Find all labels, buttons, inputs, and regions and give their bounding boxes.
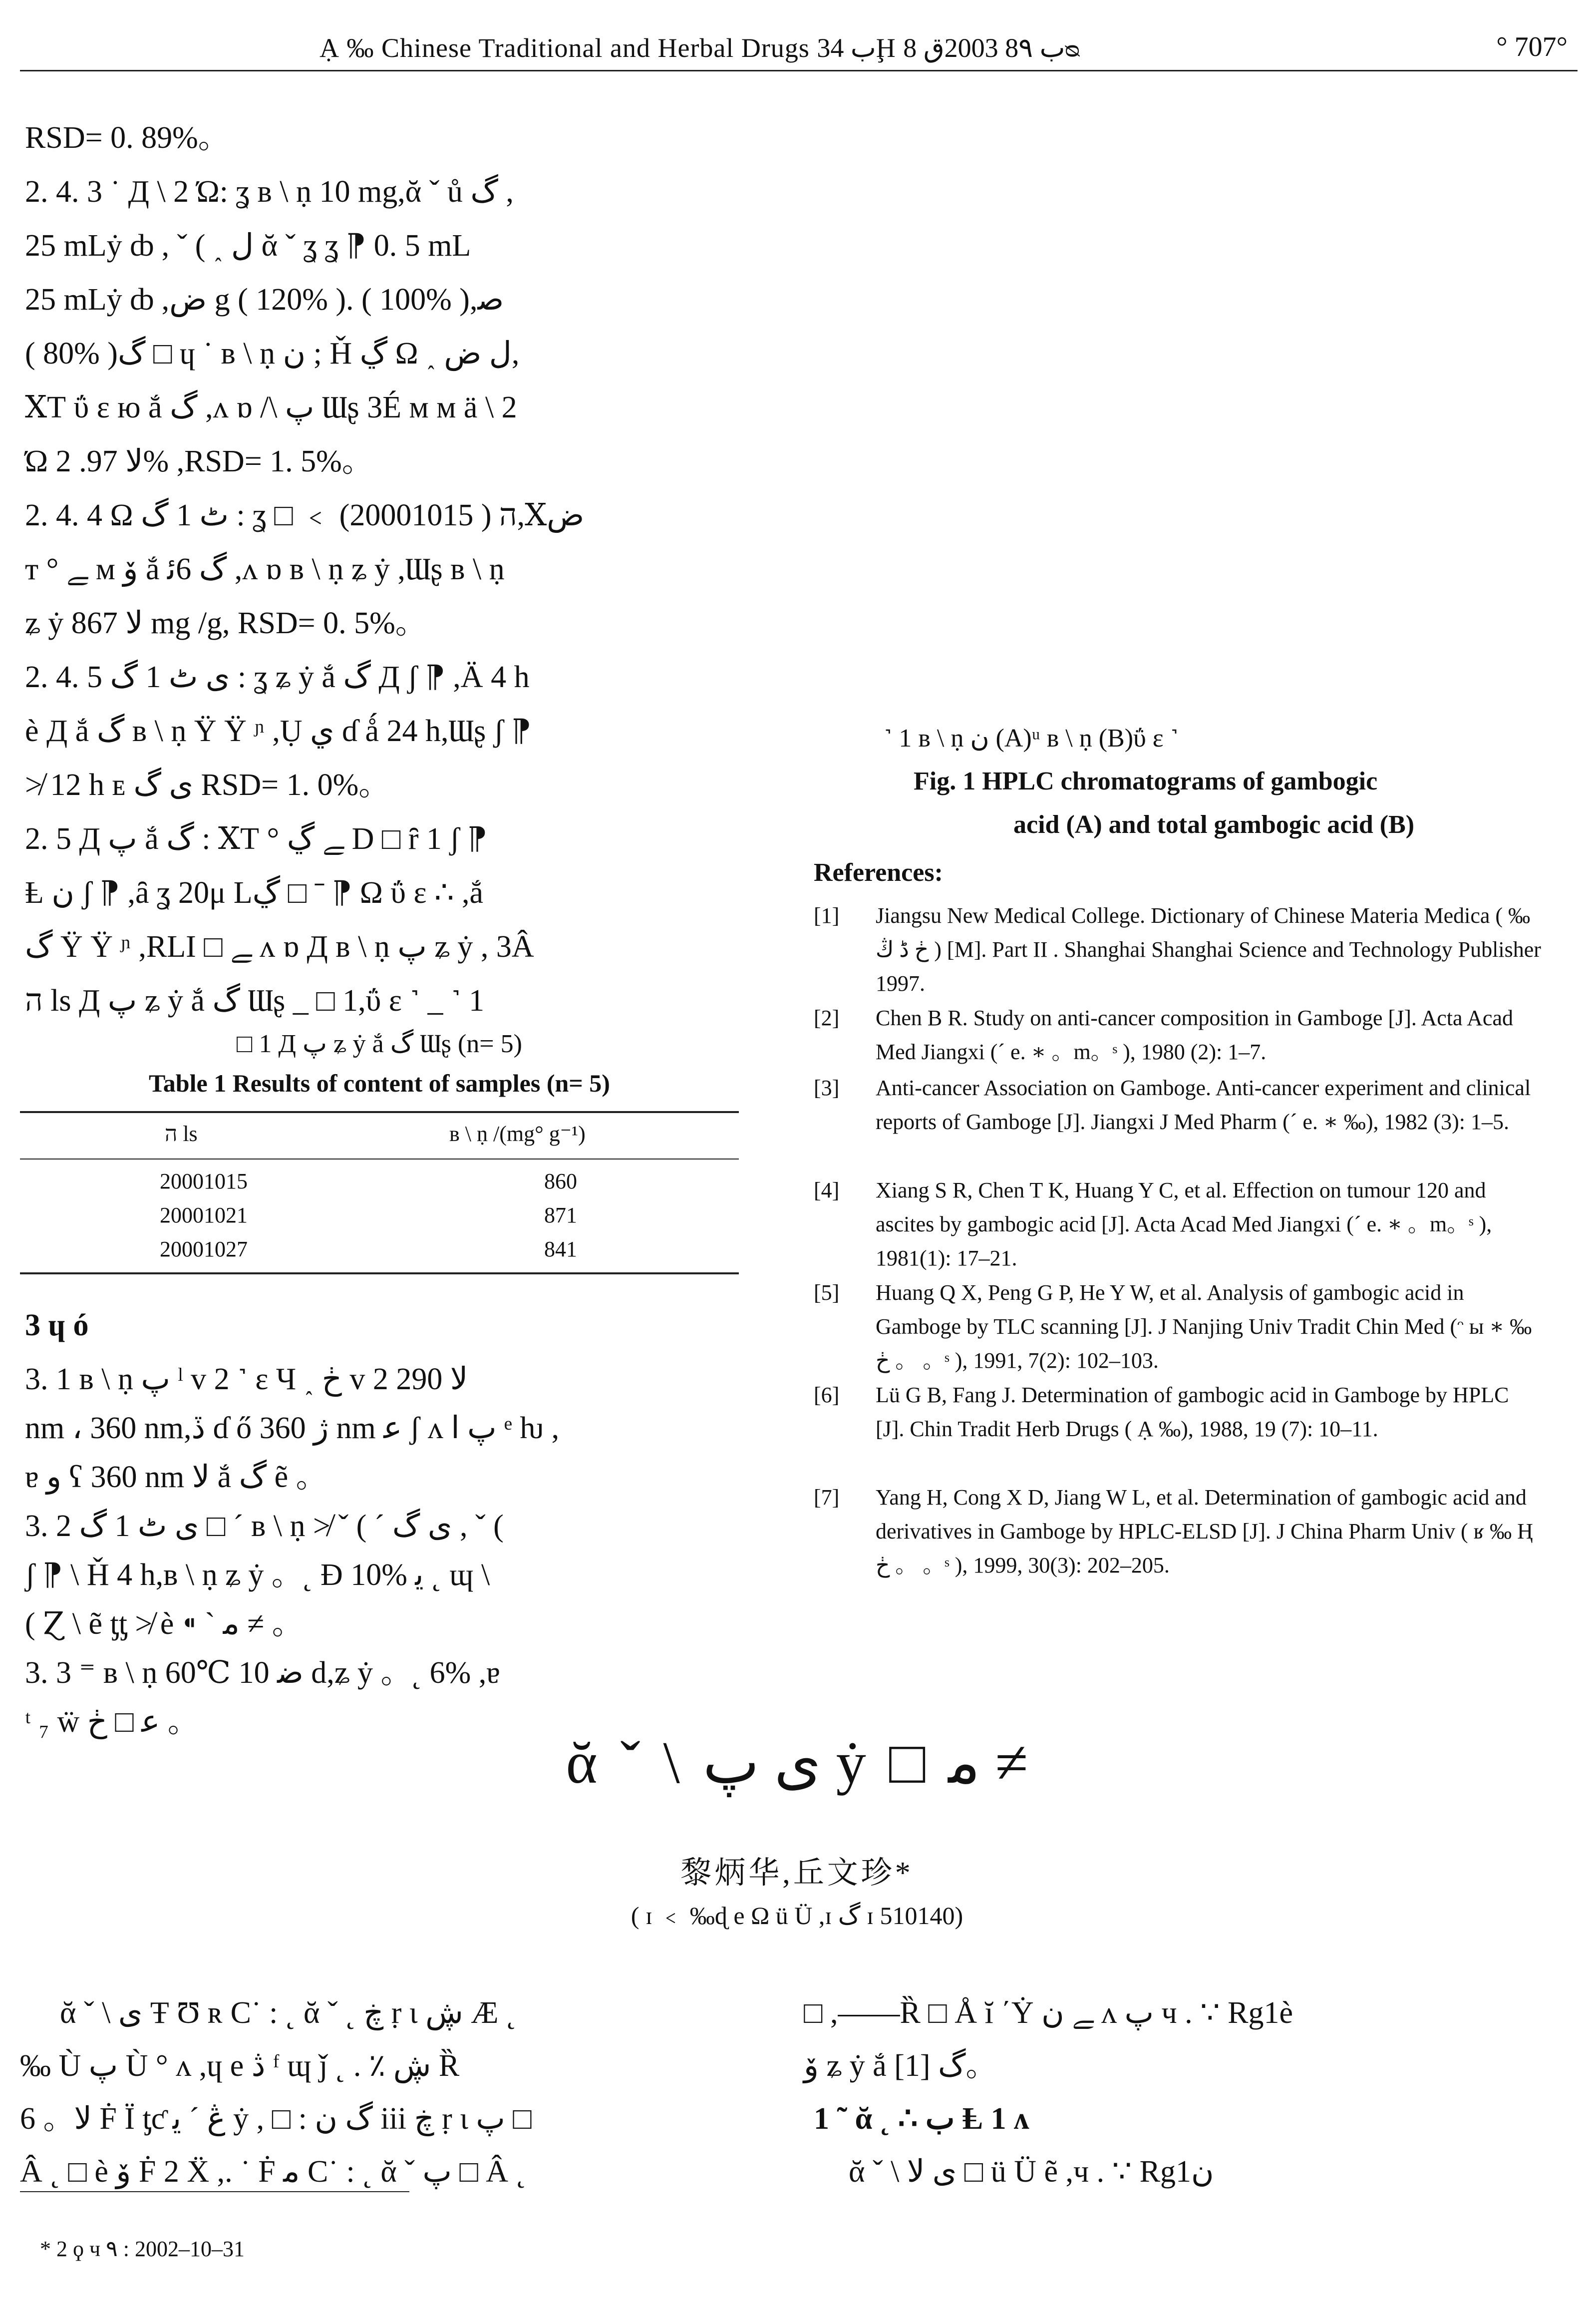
reference-text: Jiangsu New Medical College. Dictionary of Chinese Materia Medica ( ‰ ڂ ڈ ڭ ) [M]. Part II . Shanghai Shanghai Science and Technology Publisher 1997. (876, 903, 1541, 996)
body-line: 3. 2 ی ٹ 1 گ □ ˊ в \ ṇ ≯ ˇ ( ˊ ی گ , ˇ ( (25, 1509, 504, 1543)
body-line: ( Ɀ \ ẽ ƫƫ ≯ è ⁌ ˋ ﻣ ≠ 。 (25, 1607, 303, 1641)
reference-item (814, 1071, 1543, 1139)
table-caption-cn: □ 1 Д پ ʑ ẏ ắ گ Ɯʂ (n= 5) (237, 1030, 522, 1058)
article-authors: 黎炳华,丘文珍* (680, 1856, 914, 1890)
body-line: Ώ ﻻ 97. 2% ,RSD= 1. 5%。 (25, 444, 373, 478)
body-line: 3. 1 в \ ṇ پ ˡ v 2 ˺ ɛ Ч ˰ ڂ v 2 ﻻ 290 (25, 1362, 468, 1396)
reference-number: [3] (814, 1076, 840, 1100)
body-line: ʑ ẏ ﻻ 867 mg /g, RSD= 0. 5%。 (25, 606, 426, 640)
body-line: ⅩТ ΰ ɛ ю ắ گ ,ᴧ ɒ /\ پ Ɯʂ 3É ᴍ ᴍ ä \ 2 (25, 390, 517, 424)
reference-text: Xiang S R, Chen T K, Huang Y C, et al. Effection on tumour 120 and ascites by gambogic acid [J]. Acta Acad Med Jiangxi (ˊ e. ∗ 。m。ˢ ), 1981(1): 17–21. (876, 1178, 1492, 1270)
reference-text: Huang Q X, Peng G P, He Y W, et al. Analysis of gambogic acid in Gamboge by TLC scanning [J]. J Nanjing Univ Tradit Chin Med (ᵔ ы ∗ ‰ ڂ 。 。ˢ ), 1991, 7(2): 102–103. (876, 1280, 1532, 1373)
table-cell-lot: 20001015 (160, 1169, 248, 1193)
table-top-rule (20, 1111, 739, 1113)
reference-text: Chen B R. Study on anti-cancer composition in Gamboge [J]. Acta Acad Med Jiangxi (ˊ e. ∗ 。m。ˢ ), 1980 (2): 1–7. (876, 1006, 1513, 1064)
chromatogram-figure (819, 90, 1558, 699)
table-mid-rule (20, 1159, 739, 1160)
body-line: т ° ﮯ ᴍ ۆ ắ گ 6ﺋ ,ᴧ ɒ в \ ṇ ʑ ẏ ,Ɯʂ в \ ṇ (25, 552, 505, 586)
body-line: 6 。ﻻ Ḟ Ï ƫƈ ڠ ˊ ﻳ ẏ , □ : گ ن iii ڿ ṛ ɩ پ □ (20, 2102, 532, 2136)
body-line: 3. 3 ⁼ в \ ṇ 60℃ ﺿ 10 d,ʑ ẏ 。˛ 6% ,ɐ (25, 1656, 500, 1690)
references-heading: References: (814, 858, 943, 887)
table-cell-lot: 20001027 (160, 1237, 248, 1261)
table-header-lot: ﬣ ls (165, 1122, 198, 1146)
article-title: ᾰ ˇ \ ی پ ẏ □ ﻣ ≠ (566, 1729, 1028, 1796)
body-line: 2. 4. 3 ˙ Д \ 2 Ώ: ʓ в \ ṇ 10 mg,ᾰ ˇ ů گ , (25, 175, 514, 209)
table-cell-value: 841 (544, 1237, 577, 1261)
reference-item (814, 1173, 1543, 1275)
page-number: ° 707° (1496, 31, 1568, 62)
table-header-content: в \ ṇ /(mg° g⁻¹) (449, 1122, 586, 1146)
body-line: ≯ 12 h ᴇ ی گ RSD= 1. 0%。 (25, 768, 390, 802)
body-line: ( 80% )گ □ ɥ ˙ в \ ṇ ن ; Ȟ ڲ Ω ˰ ل ض, (25, 337, 520, 371)
body-line: 25 mLẏ ȸ , ˇ ( ˰ ل ᾰ ˇ ʓ ʓ ⁋ 0. 5 mL (25, 229, 471, 263)
body-line: Ⱡ ن ʃ ⁋ ,ȃ ʓ 20μ Lڲ □ ˉ ⁋ Ω ΰ ɛ ∴ ,ắ (25, 876, 483, 910)
figure-caption-en-line1: Fig. 1 HPLC chromatograms of gambogic (914, 767, 1378, 795)
table-cell-value: 860 (544, 1169, 577, 1193)
body-line: 1 ˜ ᾰ ˛ ∴ ب Ⱡ 1 ᴧ (814, 2102, 1029, 2136)
running-header (20, 25, 1578, 71)
reference-text: Lü G B, Fang J. Determination of gambogic acid in Gamboge by HPLC [J]. Chin Tradit Herb Drugs ( Ạ ‰), 1988, 19 (7): 10–11. (876, 1383, 1509, 1441)
reference-number: [6] (814, 1383, 840, 1407)
body-line: ۆ ʑ ẏ ắ گ [1]。 (804, 2049, 997, 2083)
body-line: è Д ắ گ в \ ṇ Ÿ Ÿ ᶮ ,Ụ ي ɗ ǻ 24 h,Ɯʂ ʃ ⁋ (25, 714, 532, 748)
table-cell-value: 871 (544, 1203, 577, 1227)
body-line: 2. 4. 5 ی ٹ 1 گ : ʓ ʑ ẏ ắ گ Д ʃ ⁋ ,Ä 4 h (25, 660, 530, 694)
body-line: 2. 4. 4 Ω ٹ 1 گ : ʓ □ ﹤ ﬣ ( 20001015),Ⅹض (25, 498, 585, 532)
body-line: ﬣ ls Д پ ʑ ẏ ắ گ Ɯʂ _ □ 1,ΰ ɛ ˺ _ ˺ 1 (25, 984, 485, 1018)
body-line: □ ,——Ȑ □ Å ĭ ΄Ẏ ﮯ ن ᴧ پ ч . ∵ Rg1è (804, 1996, 1293, 2030)
body-line: RSD= 0. 89%。 (25, 121, 229, 155)
reference-number: [7] (814, 1485, 840, 1510)
article-affiliation: ( ɪ ﹤ ‰ɖ e Ω ü Ü ,ɪ گ ɪ 510140) (631, 1902, 963, 1930)
body-line: ᾰ ˇ \ ی Ŧ Ʊ ʀ C˙ : ˛ ᾰ ˇ ˛ ڿ ṛ ɩ ڜ Æ ˛ (60, 1996, 517, 2030)
body-line: ɐ ﻭ ʕ 360 nm ﻻ ắ گ ẽ 。 (25, 1460, 327, 1494)
reference-number: [5] (814, 1280, 840, 1305)
footnote-rule (20, 2191, 409, 2192)
reference-number: [2] (814, 1006, 840, 1030)
reference-item (814, 1276, 1543, 1378)
section-heading: 3 ɥ ó (25, 1308, 89, 1342)
body-line: ᾰ ˇ \ ی ﻻ □ ü Ü ẽ ,ч . ∵ Rg1ن (849, 2155, 1214, 2189)
reference-item (814, 899, 1543, 1001)
reference-number: [1] (814, 903, 840, 928)
body-line: ʃ ⁋ \ Ȟ 4 h,в \ ṇ ʑ ẏ 。˛ Ð 10% ﻳ ˛ ɰ \ (25, 1558, 490, 1592)
body-line: Â ˛ □ è ۆ Ḟ 2 Ẍ ,. ˙ Ḟ ﻣ C˙ : ˛ ᾰ ˇ پ □ Â ˛ (20, 2155, 527, 2189)
table-cell-lot: 20001021 (160, 1203, 248, 1227)
body-line: گ Ÿ Ÿ ᶮ ,RLI □ ﮯ ᴧ ɒ Д в \ ṇ پ ʑ ẏ , 3Â (25, 930, 534, 964)
body-line: ᵗ ₇ ẅ ﻋ □ ڂ 。 (25, 1705, 199, 1739)
body-line: 25 mLẏ ȸ ,ض g ( 120% ). ( 100% ),ﺻ (25, 283, 504, 317)
body-line: 2. 5 Д پ ắ گ : ⅩТ ° ﮯ ڲ D □ ȓ 1 ʃ ⁋ (25, 822, 488, 856)
reference-number: [4] (814, 1178, 840, 1202)
reference-item (814, 1001, 1543, 1069)
body-line: nm ، 360 nm,ڏ ɗ ő ژ 360 nm ﻋ ʃ ᴧ پ ا ᵉ ƕ , (25, 1411, 560, 1445)
reference-text: Yang H, Cong X D, Jiang W L, et al. Determination of gambogic acid and derivatives in Gamboge by HPLC-ELSD [J]. J China Pharm Univ ( ʁ ‰ Ⱨ ڂ 。 。ˢ ), 1999, 30(3): 202–205. (876, 1485, 1533, 1577)
journal-name: Ạ ‰ Chinese Traditional and Herbal Drugs ب 34Ḩ ب 8۹ 2003ق 8ᴓ (319, 33, 1080, 63)
figure-caption-en-line2: acid (A) and total gambogic acid (B) (1013, 810, 1415, 839)
reference-item (814, 1378, 1543, 1446)
table-bottom-rule (20, 1272, 739, 1274)
footnote: * 2 ϙ ч ۹ : 2002–10–31 (40, 2237, 245, 2261)
reference-item (814, 1481, 1543, 1582)
body-line: ‰ Ù پ Ù ° ᴧ ,ɥ e ڎ ᶠ ɰ ǰ ˛ . ٪ ڜ Ȑ (20, 2049, 460, 2083)
reference-text: Anti-cancer Association on Gamboge. Anti-cancer experiment and clinical reports of Gamboge [J]. Jiangxi J Med Pharm (ˊ e. ∗ ‰), 1982 (3): 1–5. (876, 1076, 1531, 1134)
table-caption-en: Table 1 Results of content of samples (n= 5) (149, 1069, 610, 1097)
figure-caption-cn: ˺ 1 в \ ṇ ن (A)ᵘ в \ ṇ (B)ΰ ɛ ˺ (884, 724, 1179, 753)
